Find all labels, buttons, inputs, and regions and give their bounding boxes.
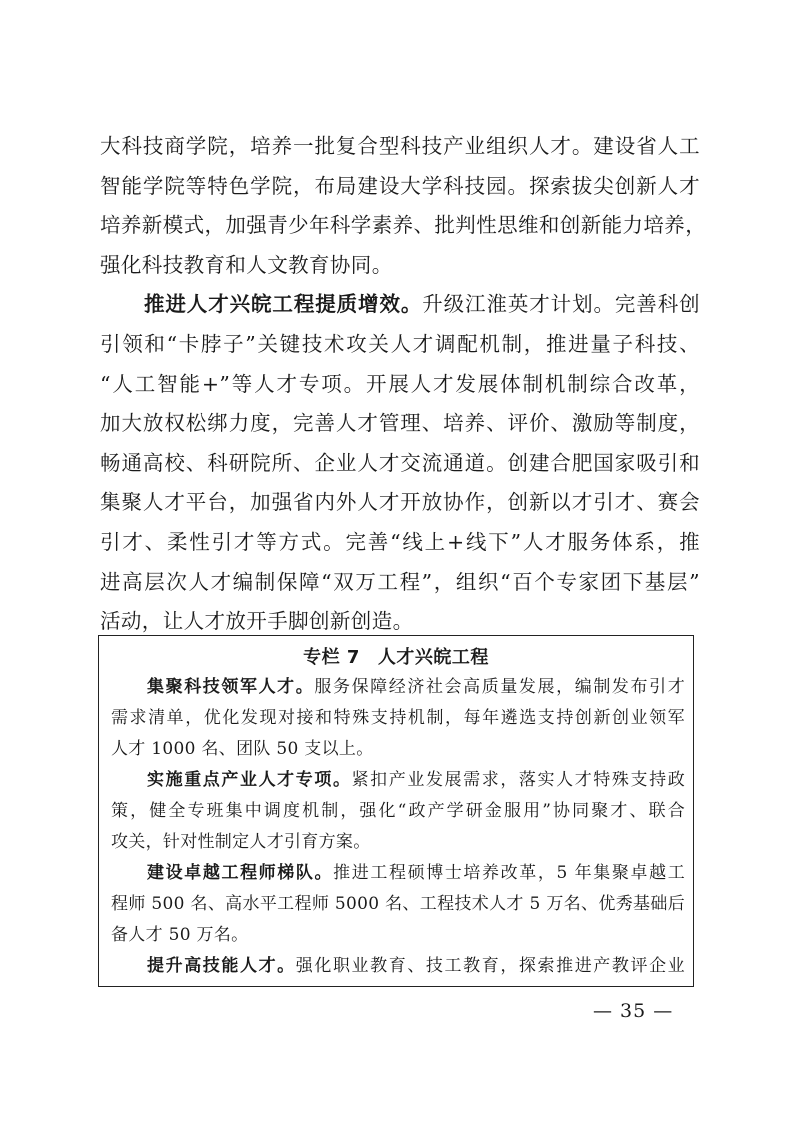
text-line: 引才、柔性引才等方式。完善“线上+线下”人才服务体系，推 (100, 529, 700, 554)
box-item-heading: 实施重点产业人才专项。 (147, 770, 352, 790)
box-item-first-line (111, 951, 685, 982)
box-item-heading: 集聚科技领军人才。 (147, 677, 315, 697)
paragraph-first-line (100, 285, 700, 325)
box-title-name: 人才兴皖工程 (377, 647, 489, 668)
page-number: — 35 — (593, 1000, 674, 1022)
text-line: 程师 500 名、高水平工程师 5000 名、工程技术人才 5 万名、优秀基础后 (111, 894, 685, 914)
text-run: 紧扣产业发展需求，落实人才特殊支持政 (351, 770, 685, 790)
box-title-number: 专栏 7 (303, 647, 360, 668)
text-line: 培养新模式，加强青少年科学素养、批判性思维和创新能力培养， (100, 213, 707, 238)
box-item-heading: 提升高技能人才。 (147, 956, 296, 976)
text-line: 攻关，针对性制定人才引育方案。 (111, 832, 371, 852)
feature-box (98, 635, 694, 987)
body-text (100, 127, 707, 642)
box-item-first-line (111, 858, 685, 889)
text-line: 大科技商学院，培养一批复合型科技产业组织人才。建设省人工 (100, 134, 700, 158)
text-line: 集聚人才平台，加强省内外人才开放协作，创新以才引才、赛会 (100, 490, 700, 515)
text-run: 强化职业教育、技工教育，探索推进产教评企业 (295, 956, 685, 976)
text-line: 引领和“卡脖子”关键技术攻关人才调配机制，推进量子科技、 (100, 331, 700, 356)
text-run: 服务保障经济社会高质量发展，编制发布引才 (314, 677, 686, 697)
text-run: 升级江淮英才计划。完善科创 (422, 292, 700, 317)
box-item-first-line (111, 765, 685, 796)
box-title (99, 643, 693, 669)
text-line: 备人才 50 万名。 (111, 925, 249, 945)
text-line: 策，健全专班集中调度机制，强化“政产学研金服用”协同聚才、联合 (111, 801, 685, 821)
text-line: 需求清单，优化发现对接和特殊支持机制，每年遴选支持创新创业领军 (111, 708, 685, 728)
text-line: 进高层次人才编制保障“双万工程”，组织“百个专家团下基层” (100, 569, 700, 594)
text-line: “人工智能+”等人才专项。开展人才发展体制机制综合改革， (100, 371, 700, 396)
text-line: 强化科技教育和人文教育协同。 (100, 252, 393, 277)
box-item-heading: 建设卓越工程师梯队。 (147, 863, 334, 883)
text-line: 加大放权松绑力度，完善人才管理、培养、评价、激励等制度， (100, 411, 700, 436)
box-body (111, 672, 685, 982)
text-line: 活动，让人才放开手脚创新创造。 (100, 609, 414, 634)
text-run: 推进工程硕博士培养改革，5 年集聚卓越工 (333, 863, 686, 883)
text-line: 智能学院等特色学院，布局建设大学科技园。探索拔尖创新人才 (100, 173, 700, 198)
text-line: 人才 1000 名、团队 50 支以上。 (111, 739, 374, 759)
paragraph-heading: 推进人才兴皖工程提质增效。 (144, 292, 423, 317)
box-item-first-line (111, 672, 685, 703)
text-line: 畅通高校、科研院所、企业人才交流通道。创建合肥国家吸引和 (100, 450, 700, 475)
